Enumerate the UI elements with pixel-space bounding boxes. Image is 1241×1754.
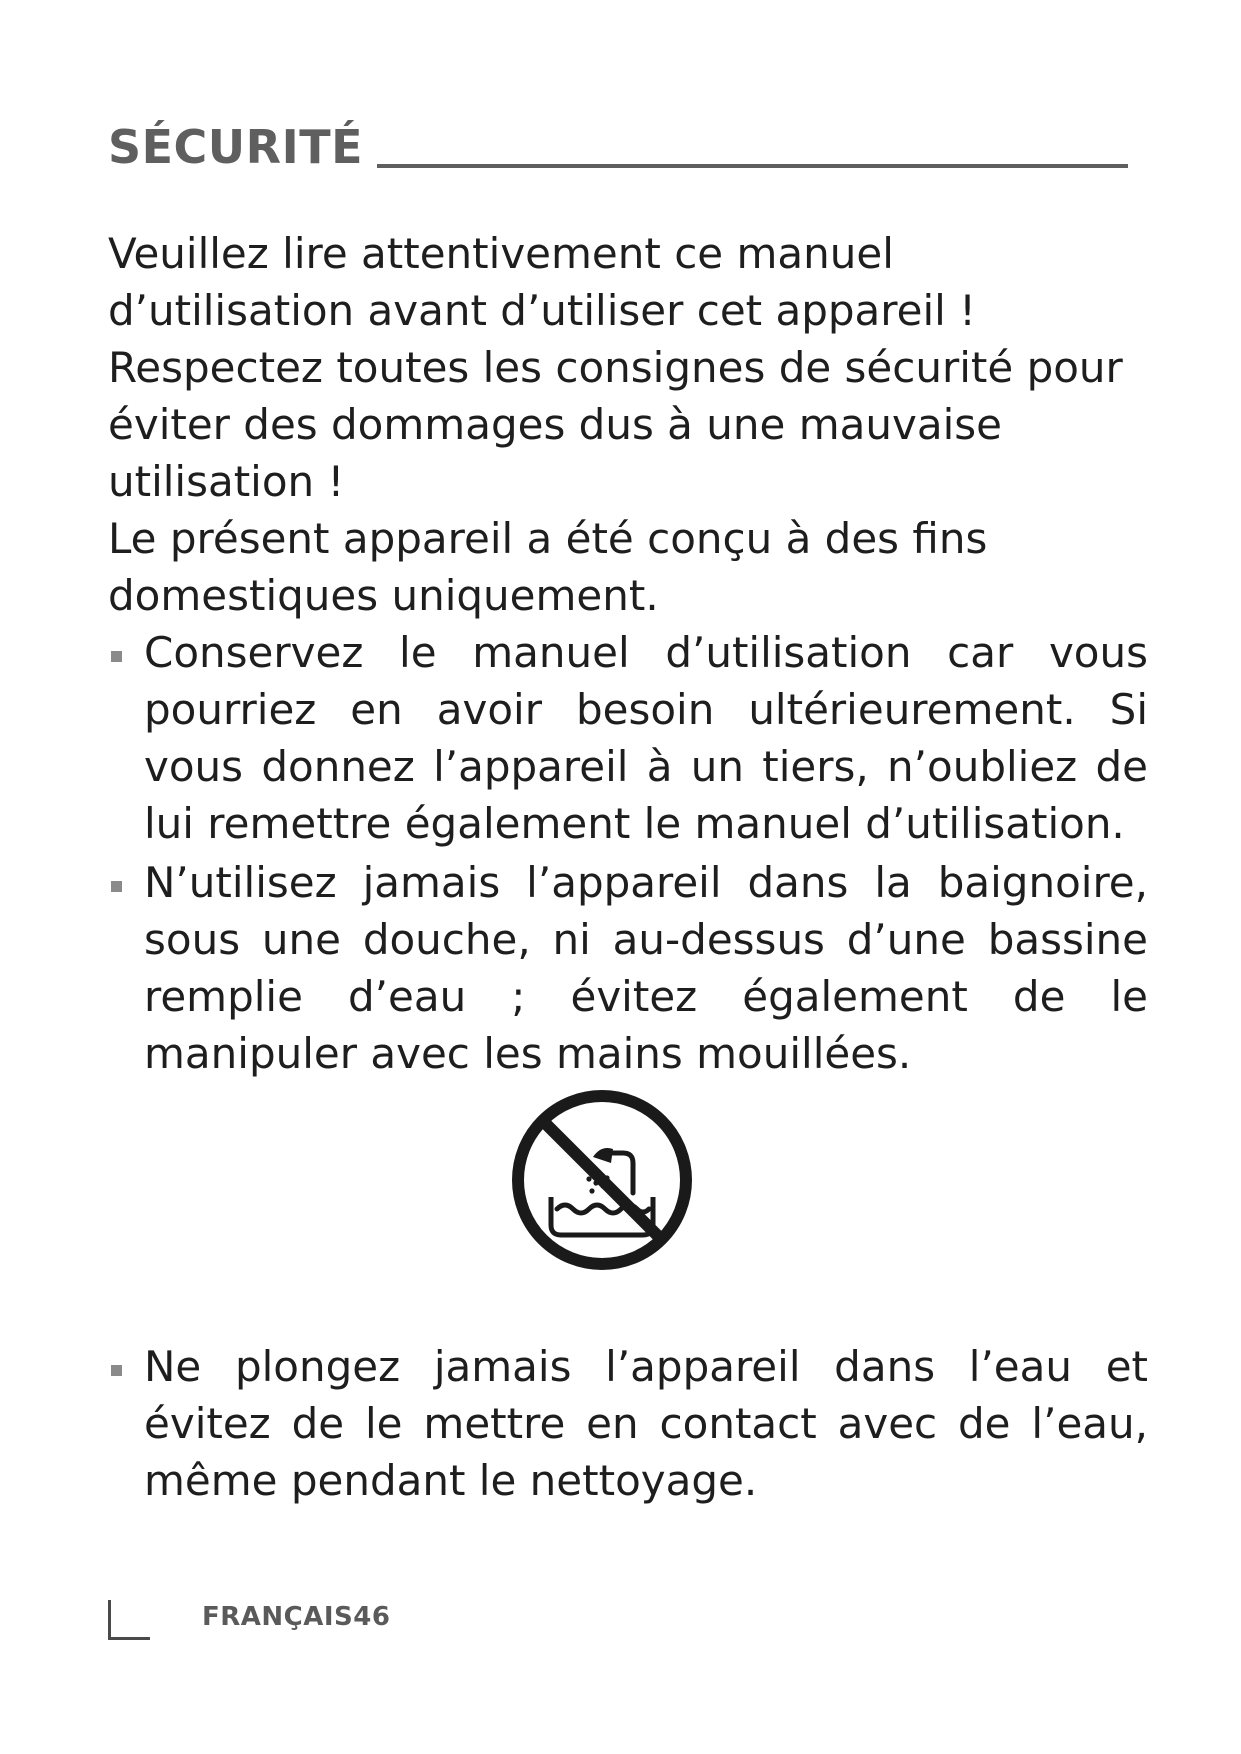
page-number: 46 [353,1602,391,1632]
body-text-continued [108,1338,1148,1511]
list-item [108,1338,1148,1509]
bullet-text: Ne plongez jamais l’appareil dans l’eau et évitez de le mettre en contact avec de l’eau, même pendant le nettoyage. [144,1342,1148,1505]
section-heading [108,120,1128,174]
section-title: SÉCURITÉ [108,120,364,174]
list-item [108,624,1148,852]
bullet-square-icon [111,1365,122,1376]
intro [108,225,1148,624]
bullet-square-icon [111,881,122,892]
footer-language: FRANÇAIS [202,1602,354,1632]
bullet-square-icon [111,651,122,662]
corner-mark [108,1600,150,1640]
heading-rule [377,164,1128,168]
intro-paragraph: Le présent appareil a été conçu à des fins domestiques uniquement. [108,514,988,620]
safety-bullet-list [108,1338,1148,1509]
body-text [108,225,1148,1084]
intro-paragraph: Veuillez lire attentivement ce manuel d’utilisation avant d’utiliser cet appareil ! Respectez toutes les consignes de sécurité pour éviter des dommages dus à une mauvaise utilisation ! [108,229,1123,506]
no-bath-shower-prohibition-icon [507,1085,697,1275]
footer-label [202,1604,390,1630]
bullet-text: Conservez le manuel d’utilisation car vous pourriez en avoir besoin ultérieurement. Si vous donnez l’appareil à un tiers, n’oubliez de lui remettre également le manuel d’utilisation. [144,628,1148,848]
bullet-text: N’utilisez jamais l’appareil dans la baignoire, sous une douche, ni au-dessus d’une bassine remplie d’eau ; évitez également de le manipuler avec les mains mouillées. [144,858,1148,1078]
safety-bullet-list [108,624,1148,1082]
list-item [108,854,1148,1082]
page-footer [108,1600,390,1640]
